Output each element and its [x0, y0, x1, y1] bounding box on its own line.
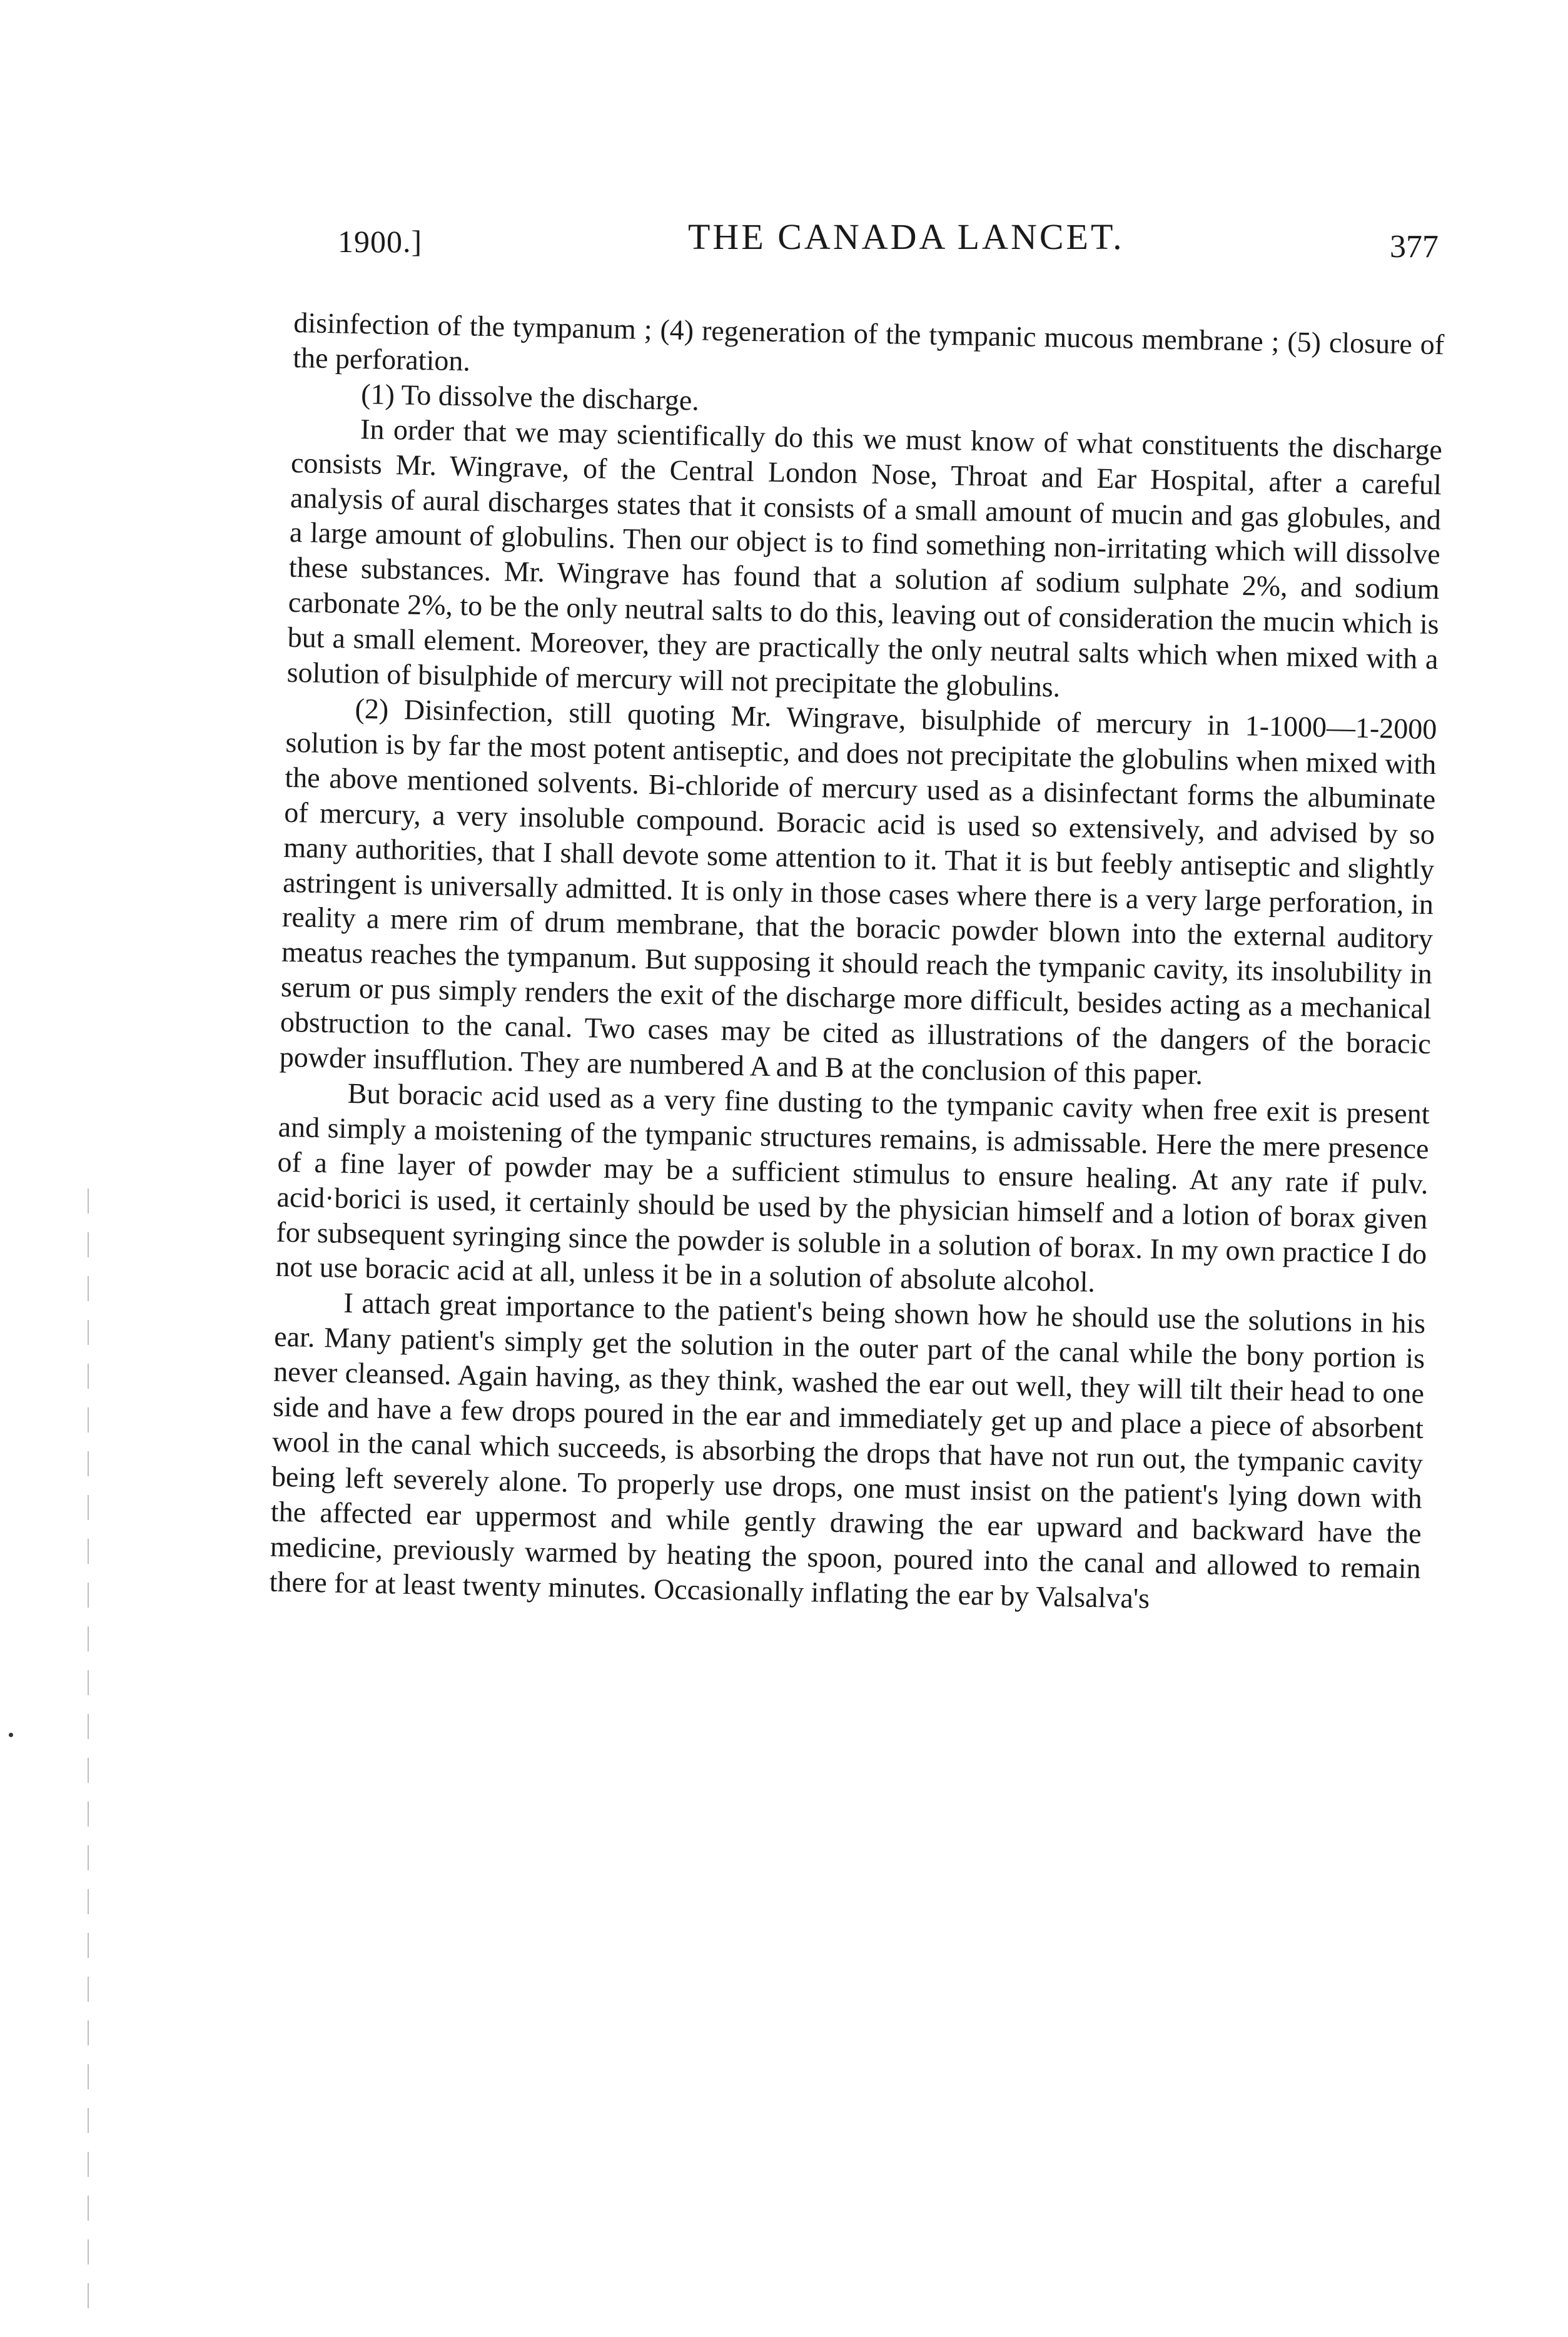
- paragraph-5: But boracic acid used as a very fine dusting to the tympanic cavity when free exit is present and simply a moistening of the tympanic structures remains, is admissable. Here the mere presence of a fine layer of powder may be a sufficient stimulus to ensure healing. At any rate if pulv. acid·borici is used, it certainly should be used by the physician himself and a lotion of borax given for subsequent syringing since the powder is soluble in a solution of borax. In my own practice I do not use boracic acid at all, unless it be in a solution of absolute alcohol.: [275, 1077, 1430, 1299]
- scan-binding-edge: [88, 1189, 89, 2314]
- header-year: 1900.]: [338, 224, 423, 259]
- page-number: 377: [1390, 229, 1439, 265]
- paragraph-3: In order that we may scientifically do this we must know of what constituents the discharge consists Mr. Wingrave, of the Central London Nose, Throat and Ear Hospital, after a careful analysis of aural discharges states that it consists of a small amount of mucin and gas globules, and a large amount of globulins. Then our object is to find something non-irritating which will dissolve these substances. Mr. Wingrave has found that a solution af sodium sulphate 2%, and sodium carbonate 2%, to be the only neutral salts to do this, leaving out of consideration the mucin which is but a small element. Moreover, they are practically the only neutral salts which when mixed with a solution of bisulphide of mercury will not precipitate the globulins.: [286, 412, 1443, 703]
- scan-speck: [9, 1733, 13, 1737]
- article-body: [269, 305, 1444, 1621]
- paragraph-1: disinfection of the tympanum ; (4) regeneration of the tympanic mucous membrane ; (5) closure of the perforation.: [292, 306, 1445, 377]
- paragraph-4: (2) Disinfection, still quoting Mr. Wingrave, bisulphide of mercury in 1-1000—1-2000 solution is by far the most potent antiseptic, and does not precipitate the globulins when mixed with the above mentioned solvents. Bi-chloride of mercury used as a disinfectant forms the albuminate of mercury, a very insoluble compound. Boracic acid is used so extensively, and advised by so many authorities, that I shall devote some attention to it. That it is but feebly antiseptic and slightly astringent is universally admitted. It is only in those cases where there is a very large perforation, in reality a mere rim of drum membrane, that the boracic powder blown into the external auditory meatus reaches the tympanum. But supposing it should reach the tympanic cavity, its insolubility in serum or pus simply renders the exit of the discharge more difficult, besides acting as a mechanical obstruction to the canal. Two cases may be cited as illustrations of the dangers of the boracic powder insufflution. They are numbered A and B at the conclusion of this paper.: [279, 692, 1437, 1091]
- journal-title: THE CANADA LANCET.: [688, 216, 1125, 257]
- paragraph-6: I attach great importance to the patient's being shown how he should use the solutions in his ear. Many patient's simply get the solution in the outer part of the canal while the bony portion is never cleansed. Again having, as they think, washed the ear out well, they will tilt their head to one side and have a few drops poured in the ear and immediately get up and place a piece of absorbent wool in the canal which succeeds, is absorbing the drops that have not run out, the tympanic cavity being left severely alone. To properly use drops, one must insist on the patient's lying down with the affected ear uppermost and while gently drawing the ear upward and backward have the medicine, previously warmed by heating the spoon, poured into the canal and allowed to remain there for at least twenty minutes. Occasionally inflating the ear by Valsalva's: [269, 1287, 1426, 1615]
- paragraph-2: (1) To dissolve the discharge.: [360, 377, 700, 417]
- page-header: [338, 216, 1439, 278]
